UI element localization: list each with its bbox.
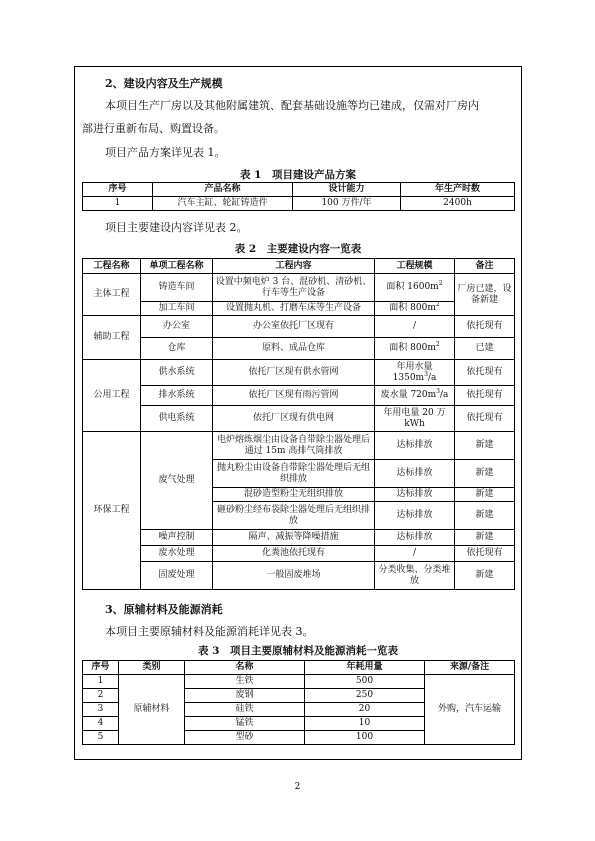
table3-header: 序号	[83, 661, 119, 675]
table-row	[83, 197, 515, 211]
material-qty: 100	[305, 731, 425, 745]
table-row	[83, 406, 515, 432]
table3-header: 年耗用量	[305, 661, 425, 675]
unit-scale: 面积 $800m^2$	[375, 302, 455, 316]
section-3-heading: 3、原辅材料及能源消耗	[105, 603, 223, 616]
unit-name: 供水系统	[141, 360, 213, 386]
material-qty: 500	[305, 675, 425, 689]
table2-header: 工程内容	[213, 259, 375, 274]
table1-cell: 汽车主缸、轮缸铸造件	[153, 197, 293, 211]
row-number: 1	[83, 675, 119, 689]
unit-note: 厂房已建，设备新建	[455, 274, 515, 316]
unit-content: 隔声、减振等降噪措施	[213, 530, 375, 546]
table-row	[83, 386, 515, 406]
unit-content: 电炉熔炼烟尘由设备自带除尘器处理后通过 15m 高排气筒排放	[213, 432, 375, 460]
row-number: 5	[83, 731, 119, 745]
table-row	[83, 360, 515, 386]
group-main: 主体工程	[83, 274, 141, 316]
table-row	[83, 675, 515, 689]
material-qty: 20	[305, 703, 425, 717]
materials-reference: 本项目主要原辅材料及能源消耗详见表 3。	[105, 625, 314, 638]
unit-scale: 达标排放	[375, 502, 455, 530]
unit-note: 新建	[455, 530, 515, 546]
unit-content: 混砂造型粉尘无组织排放	[213, 488, 375, 502]
unit-name: 排水系统	[141, 386, 213, 406]
table2-caption: 表 2 主要建设内容一览表	[234, 243, 362, 255]
table-row	[83, 302, 515, 316]
material-name: 废钢	[185, 689, 305, 703]
table-row	[83, 432, 515, 460]
unit-scale: 达标排放	[375, 488, 455, 502]
table3-caption: 表 3 项目主要原辅材料及能源消耗一览表	[198, 645, 398, 657]
unit-content: 砸砂粉尘经布袋除尘器处理后无组织排放	[213, 502, 375, 530]
table-row	[83, 316, 515, 338]
unit-scale: /	[375, 316, 455, 338]
unit-scale: 年用水量 $1350m^3/a$	[375, 360, 455, 386]
unit-scale: 达标排放	[375, 460, 455, 488]
unit-scale: 达标排放	[375, 530, 455, 546]
unit-scale: 废水量 $720m^3/a$	[375, 386, 455, 406]
unit-note: 新建	[455, 460, 515, 488]
table1-cell: 1	[83, 197, 153, 211]
unit-note: 依托现有	[455, 386, 515, 406]
table1-cell: 2400h	[401, 197, 515, 211]
table-row	[83, 562, 515, 590]
unit-name: 废气处理	[141, 432, 213, 530]
unit-name: 仓库	[141, 338, 213, 360]
material-qty: 10	[305, 717, 425, 731]
table1-header: 序号	[83, 183, 153, 197]
unit-note: 新建	[455, 488, 515, 502]
unit-name: 供电系统	[141, 406, 213, 432]
unit-scale: 面积 $1600m^2$	[375, 274, 455, 302]
unit-content: 一般固废堆场	[213, 562, 375, 590]
table-row	[83, 546, 515, 562]
unit-note: 已建	[455, 338, 515, 360]
unit-note: 依托现有	[455, 546, 515, 562]
section-2-heading: 2、建设内容及生产规模	[105, 77, 223, 90]
row-number: 4	[83, 717, 119, 731]
material-name: 生铁	[185, 675, 305, 689]
unit-content: 化粪池依托现有	[213, 546, 375, 562]
unit-note: 新建	[455, 432, 515, 460]
table1-header: 年生产时数	[401, 183, 515, 197]
unit-note: 依托现有	[455, 406, 515, 432]
group-env: 环保工程	[83, 432, 141, 590]
unit-content: 办公室依托厂区现有	[213, 316, 375, 338]
table2-header: 单项工程名称	[141, 259, 213, 274]
unit-name: 加工车间	[141, 302, 213, 316]
product-plan-table	[82, 182, 515, 211]
table2-header: 备注	[455, 259, 515, 274]
construction-content-table	[82, 258, 515, 590]
material-source: 外购，汽车运输	[425, 675, 515, 745]
material-name: 型砂	[185, 731, 305, 745]
table2-header: 工程规模	[375, 259, 455, 274]
unit-content: 设置中频电炉 3 台、混砂机、清砂机、行车等生产设备	[213, 274, 375, 302]
table3-header: 来源/备注	[425, 661, 515, 675]
unit-content: 依托厂区现有供电网	[213, 406, 375, 432]
unit-note: 依托现有	[455, 316, 515, 338]
table1-header: 设计能力	[293, 183, 401, 197]
unit-scale: /	[375, 546, 455, 562]
material-category: 原辅材料	[119, 675, 185, 745]
unit-scale: 年用电量 20 万 kWh	[375, 406, 455, 432]
row-number: 2	[83, 689, 119, 703]
group-aux: 辅助工程	[83, 316, 141, 360]
material-name: 硅铁	[185, 703, 305, 717]
unit-note: 新建	[455, 562, 515, 590]
row-number: 3	[83, 703, 119, 717]
unit-content: 原料、成品仓库	[213, 338, 375, 360]
product-plan-reference: 项目产品方案详见表 1。	[105, 146, 226, 159]
unit-name: 固废处理	[141, 562, 213, 590]
group-public: 公用工程	[83, 360, 141, 432]
material-qty: 250	[305, 689, 425, 703]
unit-content: 依托厂区现有雨污管网	[213, 386, 375, 406]
table3-header: 名称	[185, 661, 305, 675]
table-row	[83, 530, 515, 546]
unit-name: 办公室	[141, 316, 213, 338]
unit-content: 抛丸粉尘由设备自带除尘器处理后无组织排放	[213, 460, 375, 488]
unit-note: 新建	[455, 502, 515, 530]
table-row	[83, 274, 515, 302]
table2-header: 工程名称	[83, 259, 141, 274]
unit-scale: 达标排放	[375, 432, 455, 460]
unit-scale: 分类收集、分类堆放	[375, 562, 455, 590]
table3-header: 类别	[119, 661, 185, 675]
table1-caption: 表 1 项目建设产品方案	[240, 169, 356, 181]
table1-header: 产品名称	[153, 183, 293, 197]
unit-scale: 面积 $800m^2$	[375, 338, 455, 360]
table-row	[83, 338, 515, 360]
material-name: 锰铁	[185, 717, 305, 731]
unit-name: 噪声控制	[141, 530, 213, 546]
unit-name: 废水处理	[141, 546, 213, 562]
section-2-paragraph-line2: 部进行重新布局、购置设备。	[82, 122, 225, 135]
materials-table	[82, 660, 515, 745]
unit-note: 依托现有	[455, 360, 515, 386]
unit-name: 铸造车间	[141, 274, 213, 302]
table1-cell: 100 万件/年	[293, 197, 401, 211]
section-2-paragraph-line1: 本项目生产厂房以及其他附属建筑、配套基础设施等均已建成，仅需对厂房内	[105, 99, 479, 112]
unit-content: 设置抛丸机、打磨车床等生产设备	[213, 302, 375, 316]
construction-content-reference: 项目主要建设内容详见表 2。	[105, 221, 248, 234]
unit-content: 依托厂区现有供水管网	[213, 360, 375, 386]
page-number: 2	[294, 782, 301, 792]
